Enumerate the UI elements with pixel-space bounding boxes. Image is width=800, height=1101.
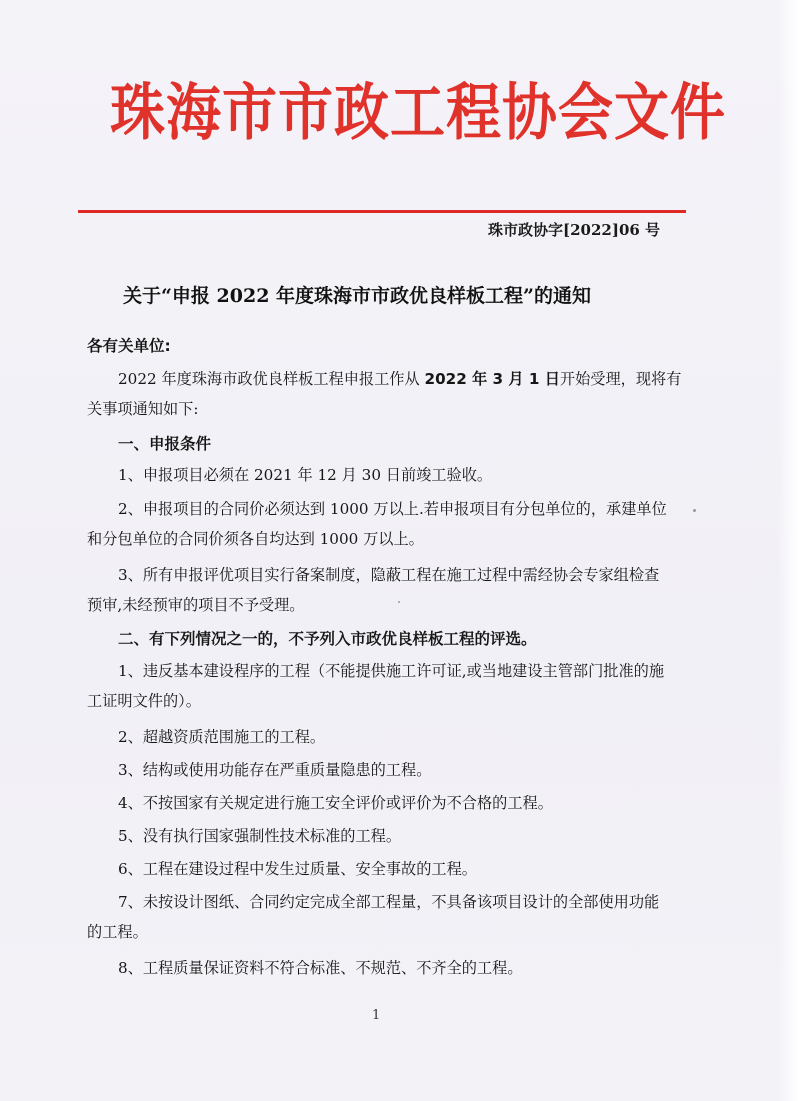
condition-item-continued: 和分包单位的合同价须各自均达到 1000 万以上。 [87,530,424,548]
section-heading-conditions: 一、申报条件 [118,435,212,453]
scan-speck [693,509,696,512]
condition-item-continued: 预审,未经预审的项目不予受理。 [87,596,305,614]
document-number: 珠市政协字[2022]06 号 [488,221,661,239]
exclusion-item: 8、工程质量保证资料不符合标准、不规范、不齐全的工程。 [118,959,523,977]
scan-edge [778,0,800,1101]
section-heading-exclusions: 二、有下列情况之一的，不予列入市政优良样板工程的评选。 [118,630,537,648]
notice-title: 关于“申报 2022 年度珠海市市政优良样板工程”的通知 [123,285,591,307]
condition-item: 1、申报项目必须在 2021 年 12 月 30 日前竣工验收。 [118,466,493,484]
exclusion-item: 6、工程在建设过程中发生过质量、安全事故的工程。 [118,860,477,878]
intro-date: 2022 年 3 月 1 日 [424,370,560,388]
exclusion-item: 5、没有执行国家强制性技术标准的工程。 [118,827,402,845]
page-number: 1 [372,1008,381,1023]
exclusion-item-continued: 的工程。 [87,923,148,941]
salutation: 各有关单位: [87,337,171,355]
intro-line-1 [118,368,681,389]
intro-text-b: 开始受理，现将有 [559,370,682,388]
red-divider-rule [78,210,686,213]
exclusion-item: 1、违反基本建设程序的工程（不能提供施工许可证,或当地建设主管部门批准的施 [118,662,665,680]
condition-item: 3、所有申报评优项目实行备案制度，隐蔽工程在施工过程中需经协会专家组检查 [118,566,660,584]
exclusion-item: 3、结构或使用功能存在严重质量隐患的工程。 [118,761,432,779]
intro-line-2: 关事项通知如下: [87,400,199,418]
exclusion-item: 2、超越资质范围施工的工程。 [118,728,326,746]
exclusion-item-continued: 工证明文件的）。 [87,692,201,710]
intro-text-a: 2022 年度珠海市政优良样板工程申报工作从 [118,370,425,388]
condition-item: 2、申报项目的合同价必须达到 1000 万以上.若申报项目有分包单位的，承建单位 [118,500,667,518]
scan-speck [398,601,400,603]
exclusion-item: 4、不按国家有关规定进行施工安全评价或评价为不合格的工程。 [118,794,553,812]
exclusion-item: 7、未按设计图纸、合同约定完成全部工程量，不具备该项目设计的全部使用功能 [118,893,660,911]
header-title: 珠海市市政工程协会文件 [110,76,727,149]
